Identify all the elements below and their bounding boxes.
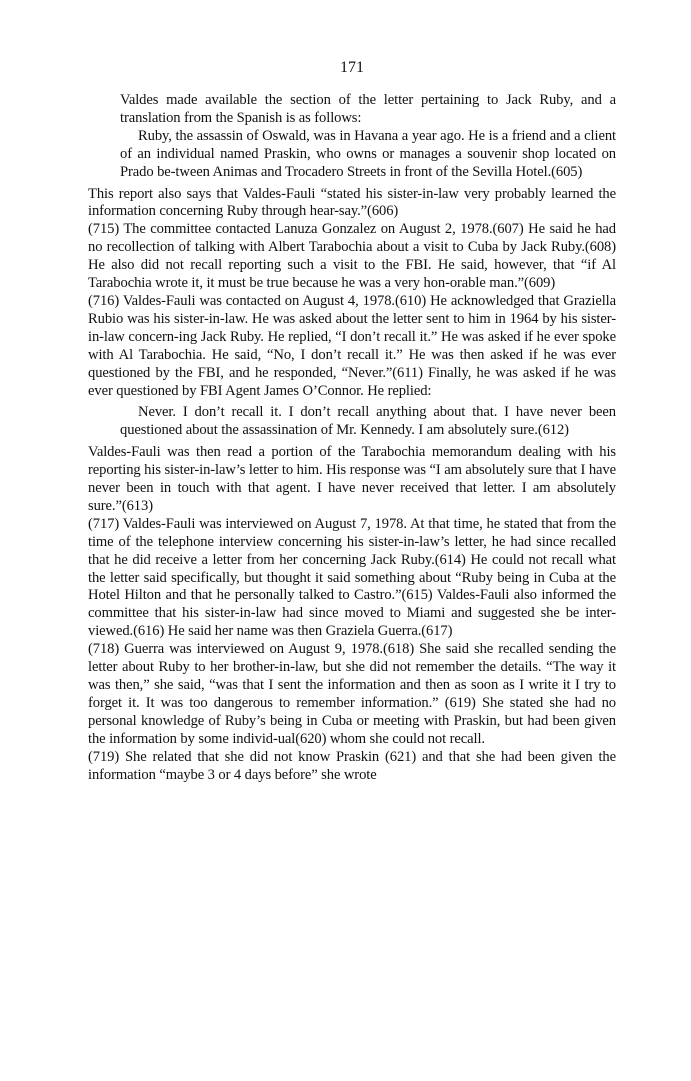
page-number: 171	[340, 59, 364, 76]
paragraph-717: (717) Valdes-Fauli was interviewed on August 7, 1978. At that time, he stated that from the time of the telephone interview concerning his sister-in-law’s letter, he had since recalled that he did receive a letter from her concerning Jack Ruby.(614) He could not recall what the letter said specifically, but thought it said something about “Ruby being in Cuba at the Hotel Hilton and that he personally talked to Castro.”(615) Valdes-Fauli also informed the committee that his sister-in-law had since moved to Miami and suggested she be inter-viewed.(616) He said her name was then Graziela Guerra.(617)	[88, 515, 616, 640]
paragraph-intro: Valdes made available the section of the letter pertaining to Jack Ruby, and a translation from the Spanish is as follows:	[120, 92, 616, 126]
paragraph-715: (715) The committee contacted Lanuza Gonzalez on August 2, 1978.(607) He said he had no recollection of talking with Albert Tarabochia about a visit to Cuba by Jack Ruby.(608) He also did not recall reporting such a visit to the FBI. He said, however, that “if Al Tarabochia wrote it, it must be true because he was a very hon-orable man.”(609)	[88, 221, 616, 292]
block-quote-valdes-fauli: Never. I don’t recall it. I don’t recall anything about that. I have never been questioned about the assassination of Mr. Kennedy. I am absolutely sure.(612)	[120, 404, 616, 439]
paragraph-718: (718) Guerra was interviewed on August 9, 1978.(618) She said she recalled sending the letter about Ruby to her brother-in-law, but she did not remember the details. “The way it was then,” she said, “was that I sent the information and then as soon as I write it I try to forget it. It was too dangerous to remember information.” (619) She stated she had no personal knowledge of Ruby’s being in Cuba or meeting with Praskin, but had been given the information by some individ-ual(620) whom she could not recall.	[88, 641, 616, 747]
paragraph-716: (716) Valdes-Fauli was contacted on August 4, 1978.(610) He acknowledged that Graziella Rubio was his sister-in-law. He was asked about the letter sent to him in 1964 by his sister-in-law concern-ing Jack Ruby. He replied, “I don’t recall it.” He was asked if he ever spoke with Al Tarabochia. He said, “No, I don’t recall it.” He was then asked if he was ever questioned by the FBI, and he responded, “Never.”(611) Finally, he was asked if he was ever questioned by FBI Agent James O’Connor. He replied:	[88, 292, 616, 399]
paragraph-report: This report also says that Valdes-Fauli “stated his sister-in-law very probably learned the information concerning Ruby through hear-say.”(606)	[88, 185, 616, 220]
paragraph-719: (719) She related that she did not know Praskin (621) and that she had been given the information “maybe 3 or 4 days before” she wrote	[88, 748, 616, 783]
document-page	[88, 58, 616, 1058]
paragraph-memorandum-read: Valdes-Fauli was then read a portion of the Tarabochia memorandum dealing with his reporting his sister-in-law’s letter to him. His response was “I am absolutely sure that I have never been in touch with that agent. I have never received that letter. I am absolutely sure.”(613)	[88, 444, 616, 514]
block-quote-ruby-havana: Ruby, the assassin of Oswald, was in Havana a year ago. He is a friend and a client of an individual named Praskin, who owns or manages a souvenir shop located on Prado be-tween Animas and Trocadero Streets in front of the Sevilla Hotel.(605)	[120, 127, 616, 180]
